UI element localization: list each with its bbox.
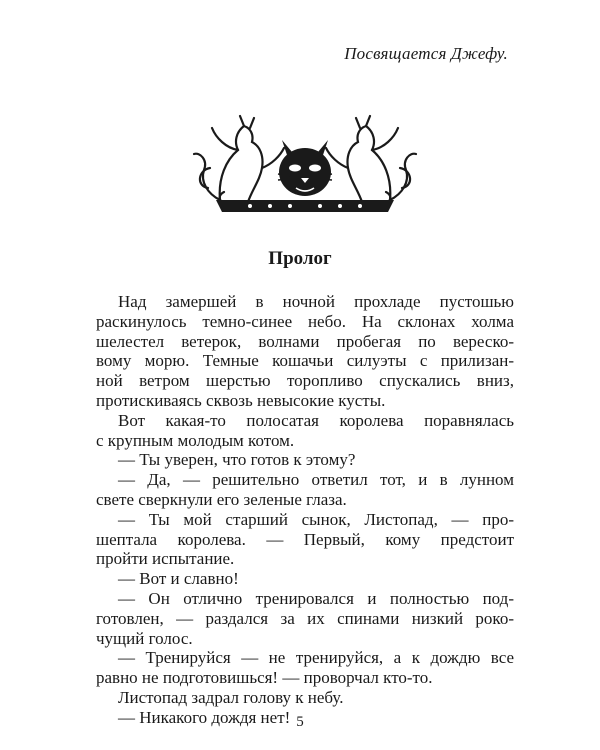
text-line: — Никакого дождя нет! [118,707,291,727]
text-line: — Да, — решительно ответил тот, и в лунном [118,470,514,490]
text-line: раскинулось темно-синее небо. На склонах холма [96,311,514,331]
text-line: вому морю. Темные кошачьи силуэты с прилизан- [96,351,514,371]
text-line: свете сверкнули его зеленые глаза. [96,489,347,509]
text-line: — Он отлично тренировался и полностью под- [118,588,514,608]
text-line: протискиваясь сквозь невысокие кусты. [96,390,386,410]
page-number: 5 [296,714,304,730]
text-line: шептала королева. — Первый, кому предстоит [96,529,514,549]
text-line: готовлен, — раздался за их спинами низкий роко- [96,608,514,628]
text-line: шелестел ветерок, волнами пробегая по вереско- [96,331,514,351]
dedication: Посвящается Джефу. [344,44,508,63]
text-line: с крупным молодым котом. [96,430,295,450]
text-line: — Тренируйся — не тренируйся, а к дождю все [118,648,514,668]
text-line: Над замершей в ночной прохладе пустошью [118,292,514,311]
cat-crest-ornament-icon [190,108,420,218]
text-line: ной ветром шерстью торопливо спускались вниз, [96,371,514,391]
text-line: — Ты мой старший сынок, Листопад, — про- [118,509,514,529]
text-line: Вот какая-то полосатая королева поравнялась [118,410,514,430]
chapter-title: Пролог [268,248,332,269]
chapter-body [96,292,514,728]
text-line: Листопад задрал голову к небу. [118,687,344,707]
text-line: — Ты уверен, что готов к этому? [118,450,356,470]
text-line: — Вот и славно! [118,569,239,589]
text-line: равно не подготовишься! — проворчал кто-то. [96,668,433,688]
text-line: пройти испытание. [96,549,235,569]
text-line: чущий голос. [96,628,193,648]
